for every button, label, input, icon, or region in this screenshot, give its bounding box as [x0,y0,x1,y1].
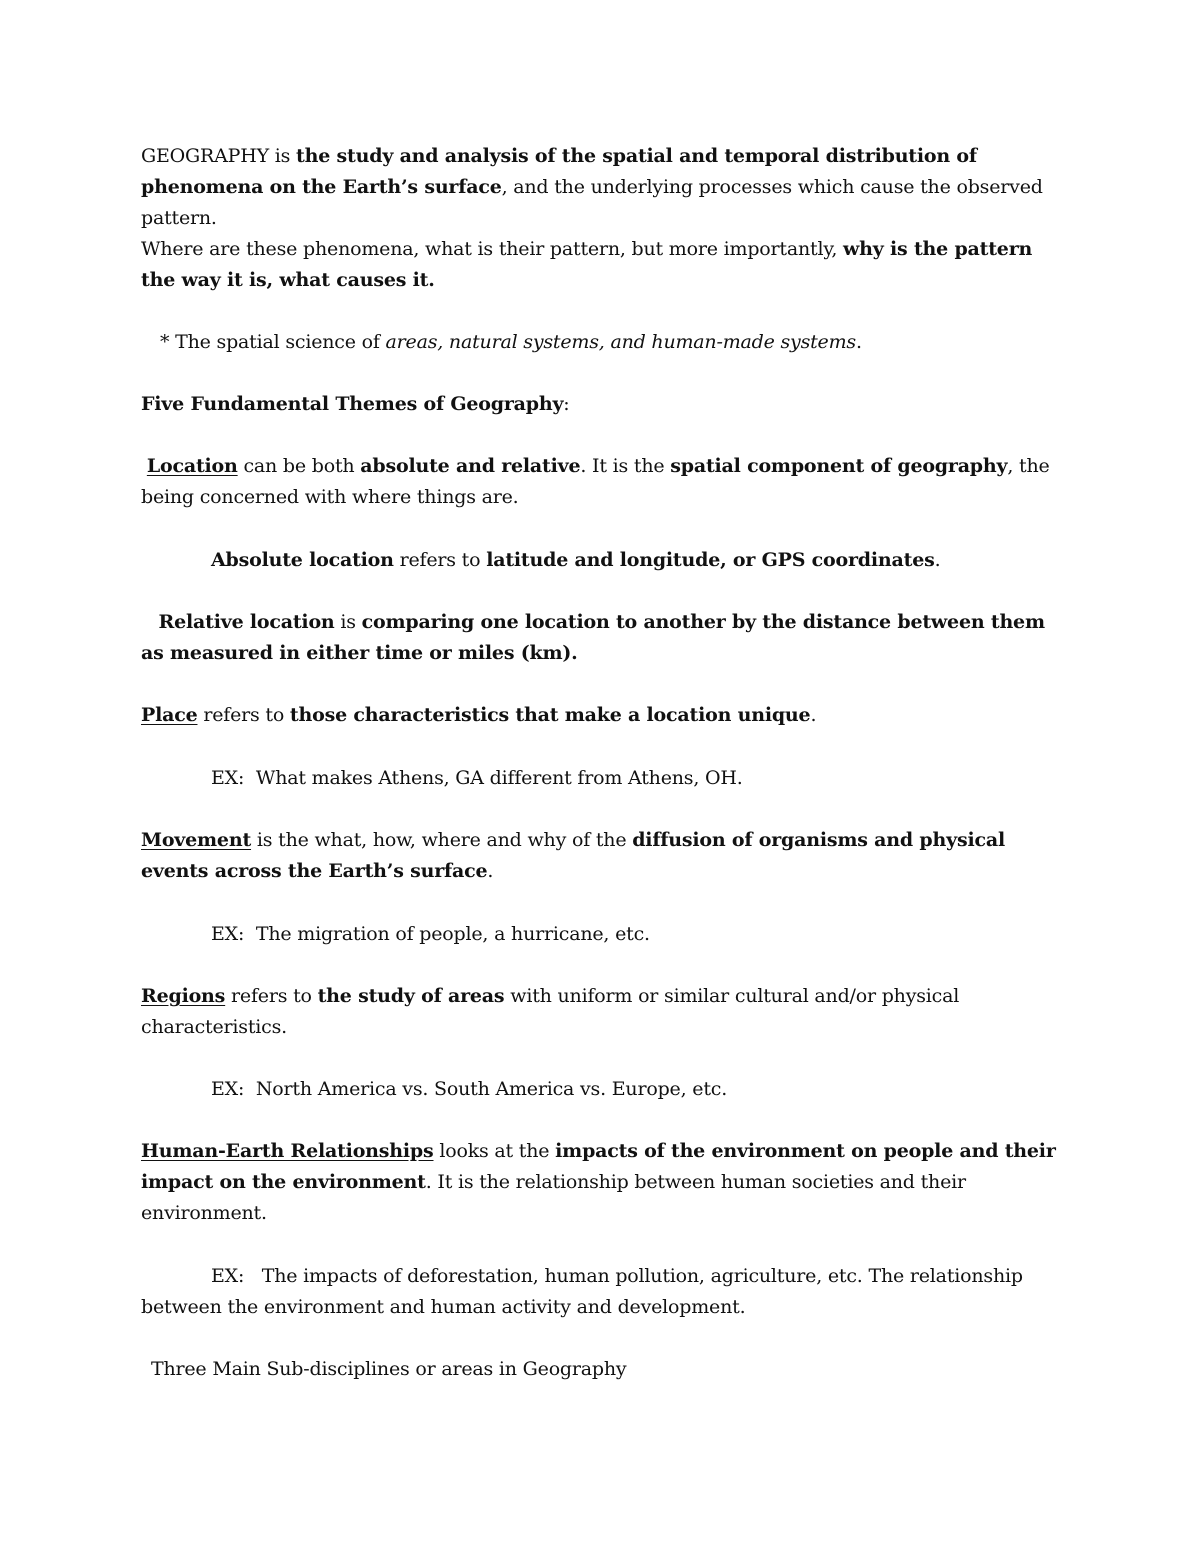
human-earth-example-line1: EX: The impacts of deforestation, human pollution, agriculture, etc. The relationship [211,1265,1023,1287]
themes-heading: Five Fundamental Themes of Geography: [141,393,570,415]
definition-bold: the study and analysis of the spatial and temporal distribution of phenomena on the Earth’s surface [141,145,977,198]
human-earth-example-line2: between the environment and human activity and development. [141,1296,746,1318]
human-earth-term: Human-Earth Relationships [141,1140,434,1162]
geography-term: GEOGRAPHY [141,145,269,167]
absolute-location-term: Absolute location [211,549,394,571]
movement-paragraph: Movement is the what, how, where and why of the diffusion of organisms and physical events across the Earth’s surface. [141,829,1005,882]
movement-example: EX: The migration of people, a hurricane, etc. [211,923,650,945]
place-example: EX: What makes Athens, GA different from Athens, OH. [211,767,743,789]
location-paragraph: Location can be both absolute and relative. It is the spatial component of geography, the being concerned with where things are. [141,455,1050,508]
place-term: Place [141,704,198,726]
spatial-science-note: * The spatial science of areas, natural systems, and human-made systems. [160,331,862,353]
relative-location: Relative location is comparing one location to another by the distance between them as measured in either time or miles (km). [141,611,1045,664]
human-earth-paragraph: Human-Earth Relationships looks at the impacts of the environment on people and their impact on the environment. It is the relationship between human societies and their environment. [141,1140,1056,1224]
location-term: Location [146,455,238,477]
regions-example: EX: North America vs. South America vs. Europe, etc. [211,1078,728,1100]
spatial-science-italic: areas, natural systems, and human-made systems [385,331,856,353]
pattern-question: Where are these phenomena, what is their pattern, but more importantly, why is the pattern the way it is, what causes it. [141,238,1033,291]
relative-location-term: Relative location [158,611,335,633]
regions-paragraph: Regions refers to the study of areas with uniform or similar cultural and/or physical characteristics. [141,985,960,1038]
absolute-location: Absolute location refers to latitude and longitude, or GPS coordinates. [211,549,941,571]
regions-term: Regions [141,985,226,1007]
geography-definition: GEOGRAPHY is the study and analysis of the spatial and temporal distribution of phenomena on the Earth’s surface, and the underlying processes which cause the observed pattern. [141,145,1043,229]
place-paragraph: Place refers to those characteristics that make a location unique. [141,704,817,726]
movement-term: Movement [141,829,252,851]
subdisciplines-heading: Three Main Sub-disciplines or areas in Geography [151,1358,627,1380]
pattern-question-bold: why is the pattern the way it is, what causes it. [141,238,1033,291]
